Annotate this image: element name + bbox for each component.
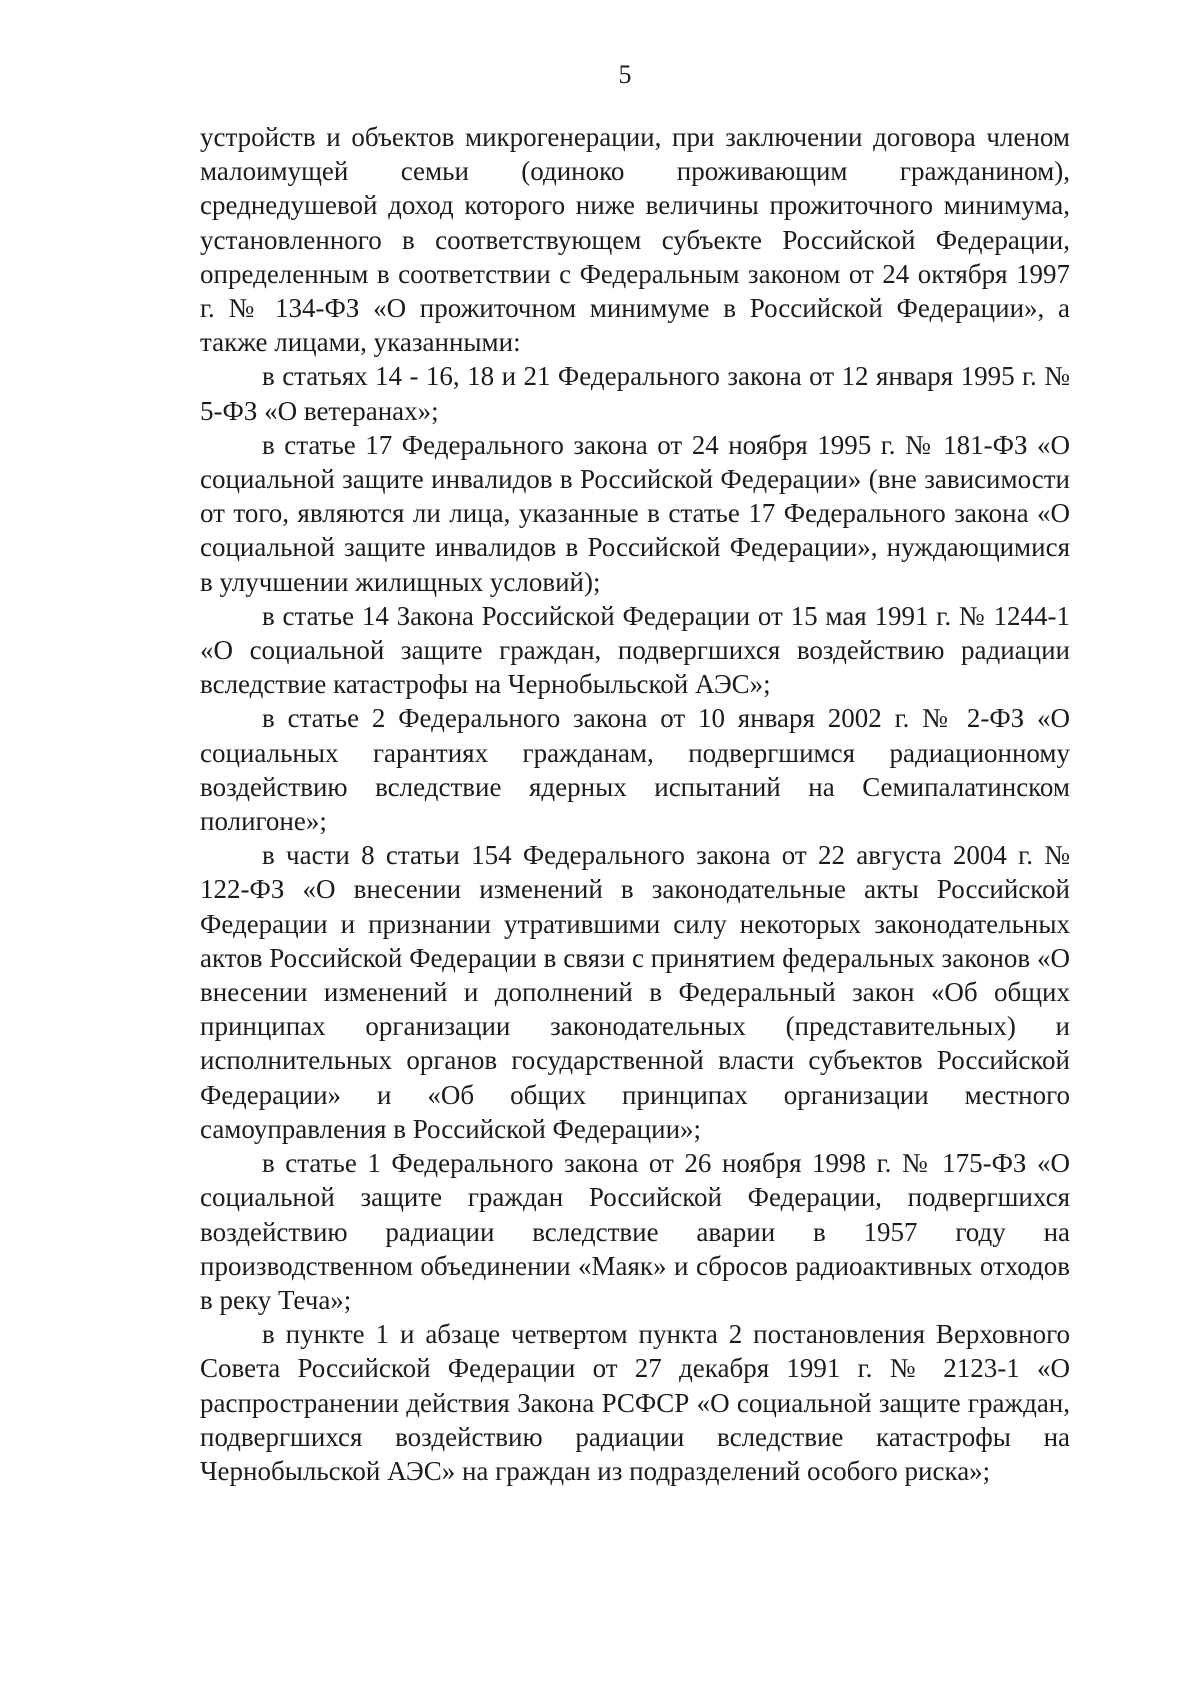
paragraph-intro: устройств и объектов микрогенерации, при заключении договора членом малоимущей семьи (одиноко проживающим гражданином), среднедушевой доход которого ниже величины прожиточного минимума, установленного в соответствующем субъекте Российской Федерации, определенным в соответствии с Федеральным законом от 24 октября 1997 г. № 134-ФЗ «О прожиточном минимуме в Российской Федерации», а также лицами, указанными: [200,122,1070,358]
paragraph-veterans-law: в статьях 14 - 16, 18 и 21 Федерального закона от 12 января 1995 г. № 5-ФЗ «О ветеранах»; [200,361,1070,426]
paragraph-disability-law: в статье 17 Федерального закона от 24 ноября 1995 г. № 181-ФЗ «О социальной защите инвалидов в Российской Федерации» (вне зависимости от того, являются ли лица, указанные в статье 17 Федерального закона «О социальной защите инвалидов в Российской Федерации», нуждающимися в улучшении жилищных условий); [200,429,1070,597]
paragraph-special-risk-resolution: в пункте 1 и абзаце четвертом пункта 2 постановления Верховного Совета Российской Федерации от 27 декабря 1991 г. № 2123-1 «О распространении действия Закона РСФСР «О социальной защите граждан, подвергшихся воздействию радиации вследствие катастрофы на Чернобыльской АЭС» на граждан из подразделений особого риска»; [200,1319,1070,1486]
paragraph-122fz-law: в части 8 статьи 154 Федерального закона от 22 августа 2004 г. № 122-ФЗ «О внесении изменений в законодательные акты Российской Федерации и признании утратившими силу некоторых законодательных актов Российской Федерации в связи с принятием федеральных законов «О внесении изменений и дополнений в Федеральный закон «Об общих принципах организации законодательных (представительных) и исполнительных органов государственной власти субъектов Российской Федерации» и «Об общих принципах организации местного самоуправления в Российской Федерации»; [200,840,1070,1144]
page-number: 5 [618,60,632,89]
paragraph-semipalatinsk-law: в статье 2 Федерального закона от 10 января 2002 г. № 2-ФЗ «О социальных гарантиях гражданам, подвергшимся радиационному воздействию вследствие ядерных испытаний на Семипалатинском полигоне»; [200,703,1070,837]
paragraph-chernobyl-law: в статье 14 Закона Российской Федерации от 15 мая 1991 г. № 1244-1 «О социальной защите граждан, подвергшихся воздействию радиации вследствие катастрофы на Чернобыльской АЭС»; [200,600,1070,700]
paragraph-mayak-law: в статье 1 Федерального закона от 26 ноября 1998 г. № 175-ФЗ «О социальной защите граждан Российской Федерации, подвергшихся воздействию радиации вследствие аварии в 1957 году на производственном объединении «Маяк» и сбросов радиоактивных отходов в реку Теча»; [200,1148,1070,1315]
document-body [200,120,1070,1488]
